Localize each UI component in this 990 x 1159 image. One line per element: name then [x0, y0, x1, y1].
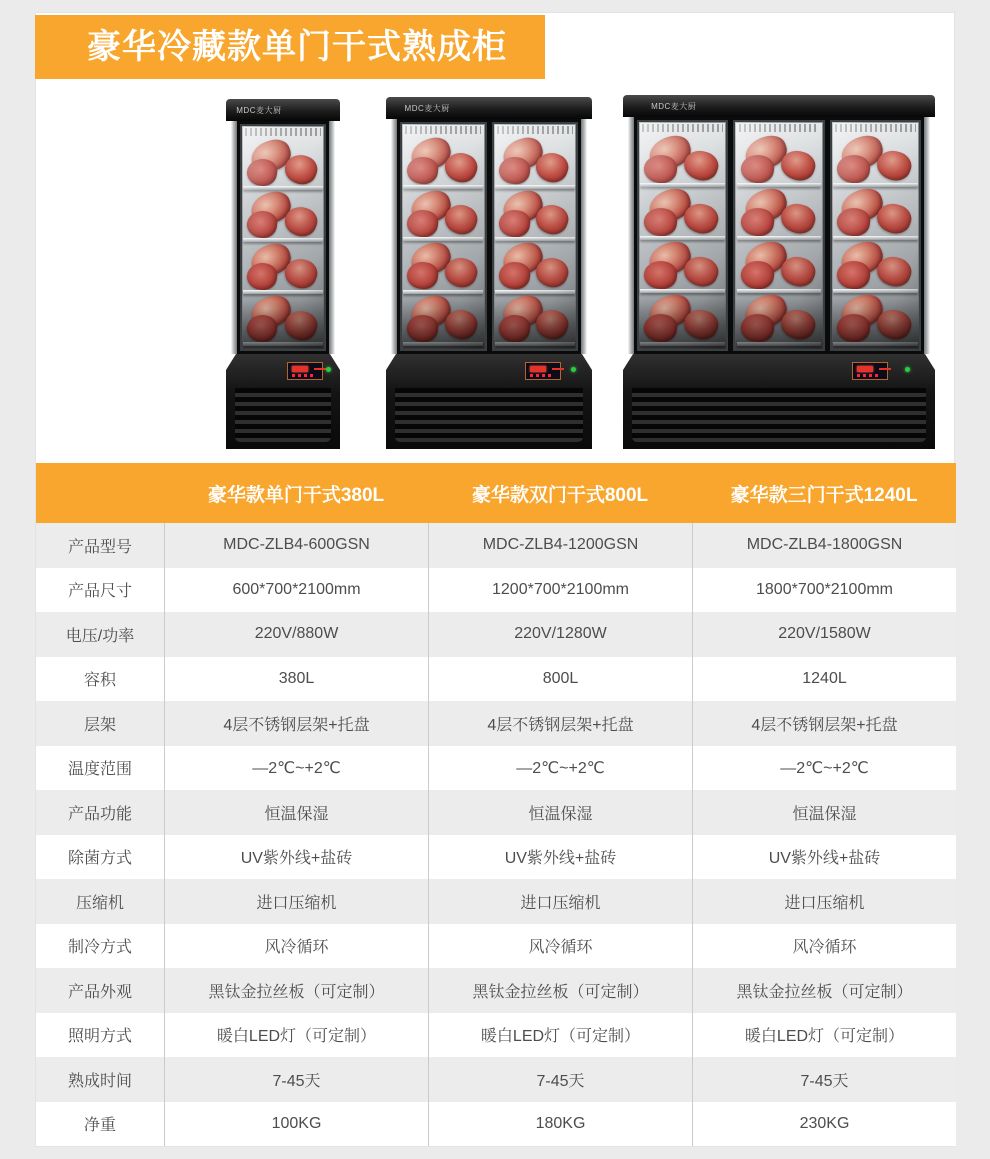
- spec-value-cell: 进口压缩机: [164, 879, 428, 924]
- temperature-control-panel: [525, 362, 561, 380]
- spec-value-cell: 黑钛金拉丝板（可定制）: [428, 968, 692, 1013]
- spec-value-cell: 220V/1580W: [692, 612, 956, 657]
- meat-cut: [499, 291, 546, 332]
- shelf-rack: [495, 342, 575, 346]
- spec-label-cell: 电压/功率: [65, 627, 135, 645]
- shelf: [405, 241, 482, 294]
- meat-cut: [281, 306, 321, 344]
- vent-slats: [632, 388, 926, 442]
- spec-label-cell: 容积: [83, 672, 116, 690]
- product-image-3-door-cabinet: [623, 95, 935, 449]
- content-card: [35, 12, 955, 1147]
- meat-cut: [835, 312, 871, 344]
- shelf: [835, 187, 916, 240]
- meat-cut: [406, 313, 440, 344]
- spec-label-cell: 产品外观: [67, 983, 132, 1001]
- spec-value-cell: 600*700*2100mm: [164, 568, 428, 613]
- table-row: [36, 790, 956, 835]
- spec-column-title-2: 豪华款双门干式800L: [471, 484, 649, 506]
- brand-logo: MDC麦大厨: [236, 105, 282, 115]
- spec-table-header: [36, 463, 956, 523]
- meat-cut: [497, 155, 531, 186]
- shelf: [405, 136, 482, 189]
- table-row: [36, 1102, 956, 1147]
- spec-value-cell: 风冷循环: [164, 924, 428, 969]
- spec-value-cell: 4层不锈钢层架+托盘: [692, 701, 956, 746]
- table-row: [36, 835, 956, 880]
- temperature-control-panel: [287, 362, 323, 380]
- product-image-1-door-cabinet: [226, 99, 340, 449]
- table-row: [36, 1057, 956, 1102]
- temperature-control-panel: [852, 362, 888, 380]
- glass-door: [400, 122, 487, 351]
- meat-cut: [643, 312, 679, 344]
- table-row: [36, 879, 956, 924]
- spec-column-title-3: 豪华款三门干式1240L: [730, 484, 918, 506]
- shelf: [245, 294, 321, 346]
- brand-logo: MDC麦大厨: [651, 101, 697, 111]
- spec-value-cell: —2℃~+2℃: [428, 746, 692, 791]
- table-row: [36, 1013, 956, 1058]
- glass-door: [637, 120, 728, 351]
- spec-label-cell: 产品功能: [67, 805, 132, 823]
- shelf: [497, 241, 574, 294]
- shelf-rack: [833, 342, 918, 346]
- cabinet-body: [628, 117, 930, 354]
- spec-value-cell: 180KG: [428, 1102, 692, 1147]
- spec-label-cell: 熟成时间: [67, 1072, 132, 1090]
- meat-cut: [407, 291, 454, 332]
- cabinet-compressor-base: [386, 354, 592, 449]
- cabinet-logo-bar: [623, 95, 935, 117]
- table-row: [36, 701, 956, 746]
- meat-cut: [497, 313, 531, 344]
- spec-value-cell: 7-45天: [164, 1057, 428, 1102]
- spec-value-cell: —2℃~+2℃: [692, 746, 956, 791]
- shelf-rack: [243, 342, 322, 346]
- vent-grille: [245, 128, 320, 136]
- meat-cut: [645, 290, 695, 332]
- spec-value-cell: 4层不锈钢层架+托盘: [428, 701, 692, 746]
- spec-value-cell: 380L: [164, 657, 428, 702]
- table-row: [36, 746, 956, 791]
- meat-cut: [873, 305, 915, 344]
- spec-value-cell: 220V/880W: [164, 612, 428, 657]
- spec-label-cell: 照明方式: [67, 1028, 132, 1046]
- vent-grille: [642, 124, 722, 132]
- shelf: [835, 240, 916, 293]
- shelf: [405, 189, 482, 242]
- table-row: [36, 968, 956, 1013]
- glass-door: [830, 120, 921, 351]
- shelf: [642, 240, 723, 293]
- shelf: [642, 134, 723, 187]
- spec-value-cell: MDC-ZLB4-1200GSN: [428, 523, 692, 568]
- vent-grille: [497, 126, 573, 134]
- meat-cut: [739, 312, 775, 344]
- meat-cut: [777, 305, 819, 344]
- shelf: [642, 293, 723, 346]
- spec-value-cell: 风冷循环: [428, 924, 692, 969]
- spec-value-cell: 7-45天: [428, 1057, 692, 1102]
- spec-label-cell: 净重: [83, 1117, 116, 1135]
- meat-cut: [497, 260, 531, 291]
- spec-value-cell: 7-45天: [692, 1057, 956, 1102]
- page-title: 豪华冷藏款单门干式熟成柜: [35, 15, 545, 79]
- meat-cut: [739, 153, 775, 185]
- cabinet-logo-bar: [226, 99, 340, 121]
- spec-value-cell: 4层不锈钢层架+托盘: [164, 701, 428, 746]
- glass-door: [492, 122, 579, 351]
- spec-value-cell: 恒温保湿: [428, 790, 692, 835]
- cabinet-logo-bar: [386, 97, 592, 119]
- spec-value-cell: 进口压缩机: [692, 879, 956, 924]
- spec-value-cell: MDC-ZLB4-600GSN: [164, 523, 428, 568]
- spec-label-cell: 除菌方式: [67, 850, 132, 868]
- shelf-rack: [640, 342, 725, 346]
- spec-value-cell: 暖白LED灯（可定制）: [428, 1013, 692, 1058]
- product-image-2-door-cabinet: [386, 97, 592, 449]
- shelf: [835, 134, 916, 187]
- spec-value-cell: 恒温保湿: [164, 790, 428, 835]
- meat-cut: [837, 290, 887, 332]
- table-row: [36, 657, 956, 702]
- shelf: [738, 293, 819, 346]
- table-row: [36, 568, 956, 613]
- shelf: [738, 187, 819, 240]
- meat-cut: [680, 305, 722, 344]
- vent-slats: [395, 388, 583, 442]
- vent-grille: [739, 124, 819, 132]
- cabinet-compressor-base: [226, 354, 340, 449]
- spec-column-title-1: 豪华款单门干式380L: [207, 484, 385, 506]
- shelf: [497, 189, 574, 242]
- spec-table: [36, 523, 956, 1146]
- table-row: [36, 924, 956, 969]
- table-row: [36, 612, 956, 657]
- vent-grille: [835, 124, 915, 132]
- spec-value-cell: —2℃~+2℃: [164, 746, 428, 791]
- shelf: [738, 240, 819, 293]
- shelf: [738, 134, 819, 187]
- spec-value-cell: UV紫外线+盐砖: [692, 835, 956, 880]
- cabinet-body: [391, 119, 587, 354]
- spec-value-cell: 1800*700*2100mm: [692, 568, 956, 613]
- spec-value-cell: 1240L: [692, 657, 956, 702]
- shelf: [642, 187, 723, 240]
- meat-cut: [532, 306, 572, 344]
- spec-value-cell: 黑钛金拉丝板（可定制）: [164, 968, 428, 1013]
- shelf: [245, 138, 321, 190]
- spec-value-cell: 风冷循环: [692, 924, 956, 969]
- spec-value-cell: 100KG: [164, 1102, 428, 1147]
- spec-value-cell: 230KG: [692, 1102, 956, 1147]
- meat-cut: [739, 206, 775, 238]
- shelf: [497, 136, 574, 189]
- power-indicator-led: [905, 367, 910, 372]
- table-row: [36, 523, 956, 568]
- cabinet-compressor-base: [623, 354, 935, 449]
- shelf-rack: [403, 342, 483, 346]
- spec-value-cell: UV紫外线+盐砖: [164, 835, 428, 880]
- meat-cut: [247, 292, 294, 333]
- meat-cut: [741, 290, 791, 332]
- shelf: [245, 242, 321, 294]
- spec-value-cell: 1200*700*2100mm: [428, 568, 692, 613]
- meat-cut: [739, 259, 775, 291]
- glass-door: [240, 124, 326, 351]
- spec-label-cell: 产品尺寸: [67, 583, 132, 601]
- spec-label-cell: 压缩机: [75, 894, 124, 912]
- spec-value-cell: 黑钛金拉丝板（可定制）: [692, 968, 956, 1013]
- vent-slats: [235, 388, 331, 442]
- spec-label-cell: 层架: [83, 716, 116, 734]
- spec-value-cell: 暖白LED灯（可定制）: [692, 1013, 956, 1058]
- power-indicator-led: [571, 367, 576, 372]
- meat-cut: [441, 306, 481, 344]
- spec-value-cell: 恒温保湿: [692, 790, 956, 835]
- brand-logo: MDC麦大厨: [404, 103, 450, 113]
- glass-door: [733, 120, 824, 351]
- spec-label-cell: 制冷方式: [67, 939, 132, 957]
- spec-value-cell: 进口压缩机: [428, 879, 692, 924]
- spec-value-cell: MDC-ZLB4-1800GSN: [692, 523, 956, 568]
- shelf: [835, 293, 916, 346]
- spec-value-cell: 暖白LED灯（可定制）: [164, 1013, 428, 1058]
- shelf: [245, 190, 321, 242]
- spec-value-cell: 800L: [428, 657, 692, 702]
- cabinet-body: [231, 121, 335, 354]
- shelf: [405, 294, 482, 347]
- spec-label-cell: 产品型号: [67, 538, 132, 556]
- power-indicator-led: [326, 367, 331, 372]
- shelf-rack: [737, 342, 822, 346]
- shelf: [497, 294, 574, 347]
- vent-grille: [405, 126, 481, 134]
- spec-label-cell: 温度范围: [67, 761, 132, 779]
- spec-value-cell: UV紫外线+盐砖: [428, 835, 692, 880]
- spec-value-cell: 220V/1280W: [428, 612, 692, 657]
- meat-cut: [246, 313, 280, 344]
